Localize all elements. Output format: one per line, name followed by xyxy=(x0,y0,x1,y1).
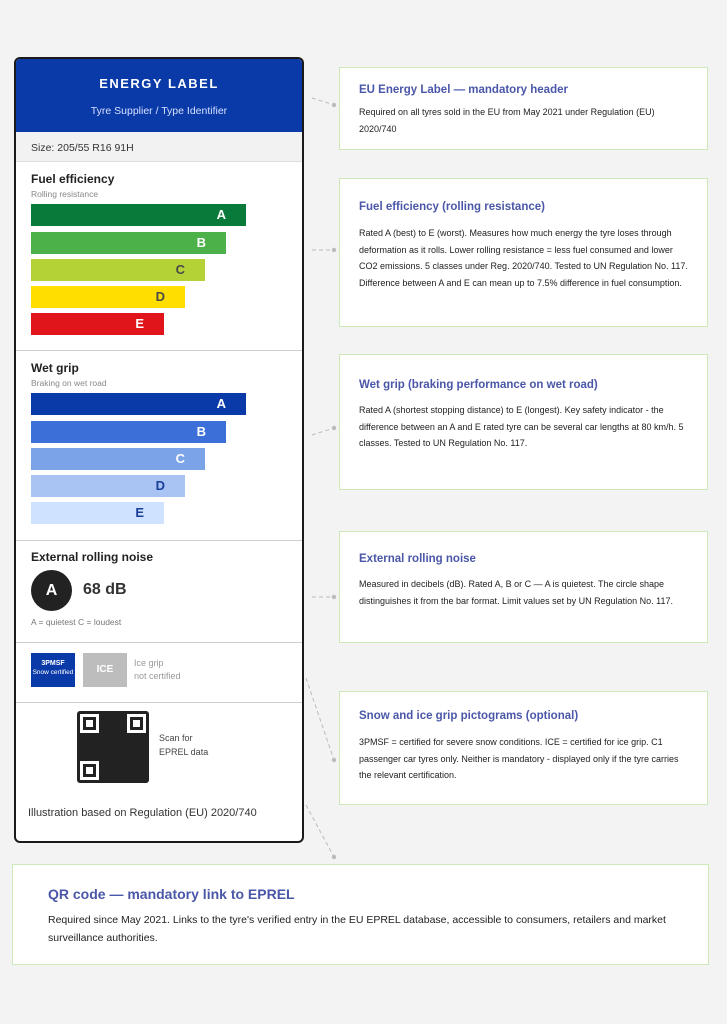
qr-text-1: Scan for xyxy=(159,733,193,743)
card-title: Wet grip (braking performance on wet road) xyxy=(359,379,598,391)
card-wet xyxy=(339,354,708,490)
fuel-bar-label: C xyxy=(175,262,185,277)
card-title: Snow and ice grip pictograms (optional) xyxy=(359,710,579,722)
qr-section xyxy=(16,703,302,843)
wet-bar-b xyxy=(31,421,226,443)
fuel-bar-a xyxy=(31,204,246,226)
card-header xyxy=(339,67,708,150)
label-supplier: Tyre Supplier / Type Identifier xyxy=(90,105,228,117)
card-title: QR code — mandatory link to EPREL xyxy=(48,886,295,902)
3pmsf-sub: Snow certified xyxy=(32,669,74,676)
connector-header xyxy=(312,98,334,105)
card-body: Rated A (best) to E (worst). Measures how much energy the tyre loses through deformation as it rolls. Lower rolling resistance = less fuel consumed and lower CO2 emissions. 5 classes under Reg. 2020/740. Tested to UN Regulation No. 117. Difference between A and E can mean up to 7.5% difference in fuel consumption. xyxy=(359,228,688,288)
label-title: ENERGY LABEL xyxy=(99,76,219,91)
3pmsf-pictogram xyxy=(31,653,75,687)
wet-subtitle: Braking on wet road xyxy=(31,378,107,388)
wet-bar-label: E xyxy=(135,505,144,520)
noise-section xyxy=(16,541,302,643)
wet-bar-c xyxy=(31,448,205,470)
fuel-bar-b xyxy=(31,232,226,254)
card-qr xyxy=(12,864,709,965)
fuel-bar-label: A xyxy=(216,207,226,222)
card-title: EU Energy Label — mandatory header xyxy=(359,84,568,96)
qr-text-2: EPREL data xyxy=(159,747,209,757)
noise-title: External rolling noise xyxy=(31,550,154,564)
wet-title: Wet grip xyxy=(31,361,79,375)
card-title: Fuel efficiency (rolling resistance) xyxy=(359,201,545,213)
wet-bar-label: A xyxy=(216,396,226,411)
wet-bar-label: B xyxy=(196,424,206,439)
fuel-subtitle: Rolling resistance xyxy=(31,189,99,199)
tyre-size: Size: 205/55 R16 91H xyxy=(16,132,302,162)
noise-class-badge: A xyxy=(31,570,72,611)
label-header xyxy=(16,59,302,132)
card-noise xyxy=(339,531,708,643)
ice-pictogram: ICE xyxy=(83,653,127,687)
fuel-bar-c xyxy=(31,259,205,281)
wet-grip-section xyxy=(16,351,302,541)
fuel-bar-label: B xyxy=(196,235,206,250)
connector-snow xyxy=(306,678,334,760)
card-title: External rolling noise xyxy=(359,553,476,565)
wet-bar-e xyxy=(31,502,164,524)
fuel-efficiency-section xyxy=(16,162,302,351)
wet-bar-d xyxy=(31,475,185,497)
wet-bar-a xyxy=(31,393,246,415)
fuel-title: Fuel efficiency xyxy=(31,172,115,186)
fuel-bar-label: E xyxy=(135,316,144,331)
qr-code-icon xyxy=(77,711,149,783)
wet-bar-label: C xyxy=(175,451,185,466)
3pmsf-label: 3PMSF xyxy=(41,660,65,667)
energy-label xyxy=(14,57,304,843)
fuel-bar-d xyxy=(31,286,185,308)
regulation-footer: Illustration based on Regulation (EU) 2020/740 xyxy=(28,807,257,819)
fuel-bar-label: D xyxy=(155,289,165,304)
snow-ice-section xyxy=(16,643,302,703)
card-fuel xyxy=(339,178,708,327)
card-body: Measured in decibels (dB). Rated A, B or C — A is quietest. The circle shape distinguishes it from the bar format. Limit values set by UN Regulation No. 117. xyxy=(359,579,673,606)
card-body: Required since May 2021. Links to the tyre's verified entry in the EU EPREL database, accessible to consumers, retailers and market surveillance authorities. xyxy=(48,914,666,944)
wet-bar-label: D xyxy=(155,478,165,493)
connector-wet xyxy=(312,428,334,435)
ice-text-1: Ice grip xyxy=(134,658,164,668)
fuel-bar-e xyxy=(31,313,164,335)
noise-value: 68 dB xyxy=(83,581,127,598)
connector-qr xyxy=(306,805,334,857)
card-body: Required on all tyres sold in the EU from May 2021 under Regulation (EU) 2020/740 xyxy=(359,107,655,134)
card-body: 3PMSF = certified for severe snow conditions. ICE = certified for ice grip. C1 passenger car tyres only. Neither is mandatory - displayed only if the tyre carries the relevant certification. xyxy=(359,737,679,780)
ice-text-2: not certified xyxy=(134,671,181,681)
card-body: Rated A (shortest stopping distance) to E (longest). Key safety indicator - the difference between an A and E rated tyre can be several car lengths at 80 km/h. 5 classes. Tested to UN Regulation No. 117. xyxy=(359,405,684,448)
card-snow xyxy=(339,691,708,805)
noise-legend: A = quietest C = loudest xyxy=(31,617,122,627)
